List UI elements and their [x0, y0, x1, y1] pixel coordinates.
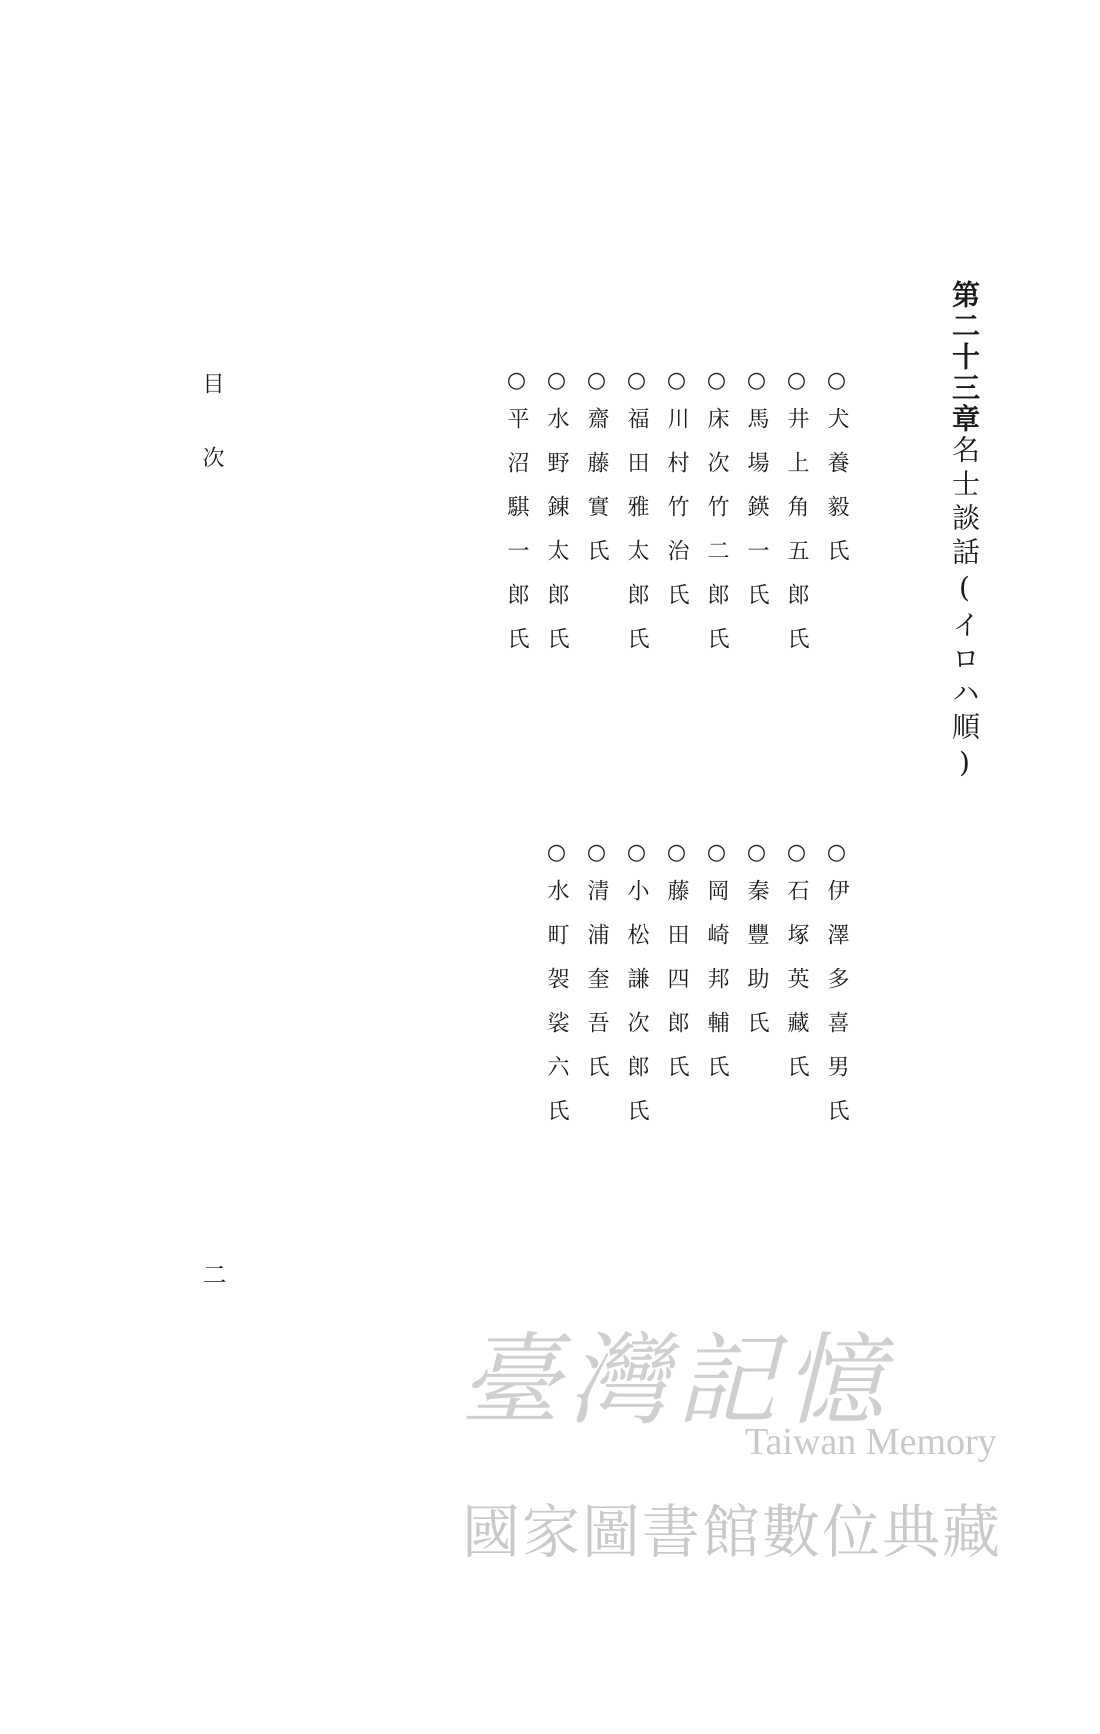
- toc-entry: [665, 840, 687, 1099]
- circle-mark: ○: [544, 840, 569, 879]
- circle-mark: ○: [584, 840, 609, 879]
- circle-mark: ○: [624, 368, 649, 407]
- circle-mark: ○: [584, 368, 609, 407]
- entry-name: 水野錬太郎氏: [544, 407, 569, 671]
- toc-entry: [625, 840, 647, 1143]
- watermark-english: Taiwan Memory: [745, 1421, 997, 1463]
- toc-entry: [665, 368, 687, 627]
- entry-name: 岡崎邦輔氏: [704, 879, 729, 1099]
- circle-mark: ○: [664, 840, 689, 879]
- entry-name: 秦豐助氏: [744, 879, 769, 1055]
- toc-entry: [625, 368, 647, 671]
- entry-name: 水町袈裟六氏: [544, 879, 569, 1143]
- toc-entry: [545, 368, 567, 671]
- entry-name: 福田雅太郎氏: [624, 407, 649, 671]
- entry-name: 齋藤實氏: [584, 407, 609, 583]
- entry-name: 伊澤多喜男氏: [824, 879, 849, 1143]
- chapter-subtitle: 名士談話(イロハ順): [948, 435, 981, 785]
- toc-entry: [825, 840, 847, 1143]
- toc-entry: [705, 368, 727, 671]
- circle-mark: ○: [704, 840, 729, 879]
- circle-mark: ○: [824, 840, 849, 879]
- entry-name: 平沼騏一郎氏: [504, 407, 529, 671]
- toc-entry: [705, 840, 727, 1099]
- toc-entry: [745, 368, 767, 627]
- watermark-chinese: 臺灣記憶: [460, 1322, 892, 1439]
- entry-name: 藤田四郎氏: [664, 879, 689, 1099]
- toc-entry: [785, 840, 807, 1099]
- circle-mark: ○: [824, 368, 849, 407]
- entry-name: 川村竹治氏: [664, 407, 689, 627]
- toc-entry: [505, 368, 527, 671]
- chapter-title: 第二十三章: [948, 280, 981, 435]
- circle-mark: ○: [744, 840, 769, 879]
- entry-name: 馬場鍈一氏: [744, 407, 769, 627]
- entry-name: 石塚英藏氏: [784, 879, 809, 1099]
- margin-title: 目次: [199, 372, 224, 520]
- circle-mark: ○: [704, 368, 729, 407]
- circle-mark: ○: [544, 368, 569, 407]
- entry-name: 犬養毅氏: [824, 407, 849, 583]
- toc-entry: [545, 840, 567, 1143]
- entry-name: 井上角五郎氏: [784, 407, 809, 671]
- entry-name: 小松謙次郎氏: [624, 879, 649, 1143]
- taiwan-memory-watermark: [460, 1300, 1050, 1600]
- circle-mark: ○: [744, 368, 769, 407]
- toc-entry: [585, 368, 607, 583]
- circle-mark: ○: [664, 368, 689, 407]
- circle-mark: ○: [784, 840, 809, 879]
- circle-mark: ○: [504, 368, 529, 407]
- page-number: 二: [198, 1262, 226, 1286]
- entry-name: 清浦奎吾氏: [584, 879, 609, 1099]
- chapter-heading: [948, 280, 981, 785]
- entry-name: 床次竹二郎氏: [704, 407, 729, 671]
- circle-mark: ○: [784, 368, 809, 407]
- toc-entry: [745, 840, 767, 1055]
- watermark-library: 國家圖書館數位典藏: [462, 1498, 1003, 1566]
- toc-entry: [585, 840, 607, 1099]
- toc-entry: [785, 368, 807, 671]
- circle-mark: ○: [624, 840, 649, 879]
- toc-entry: [825, 368, 847, 583]
